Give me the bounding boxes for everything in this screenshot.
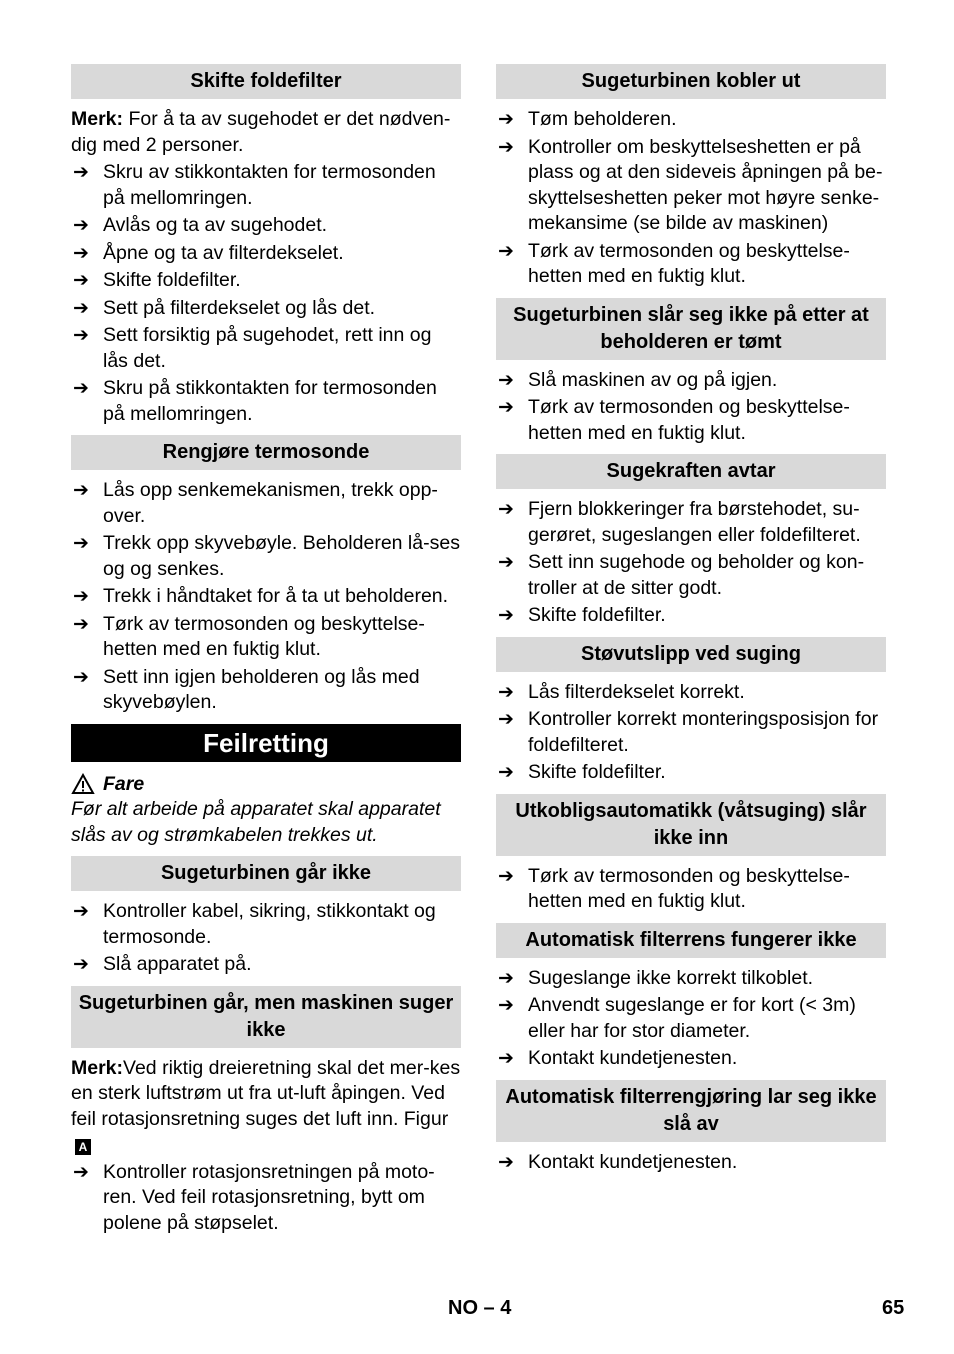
list-item <box>496 680 886 706</box>
arrow-right-icon: ➔ <box>73 270 89 291</box>
page-number: 65 <box>882 1297 905 1319</box>
list-item <box>71 296 461 322</box>
arrow-right-icon: ➔ <box>498 109 514 130</box>
arrow-right-icon: ➔ <box>73 954 89 975</box>
list-item <box>496 603 886 629</box>
warning-triangle-icon <box>71 773 95 795</box>
list-item-text: Åpne og ta av filterdekselet. <box>103 241 344 264</box>
step-list <box>496 1150 886 1176</box>
arrow-right-icon: ➔ <box>73 666 89 688</box>
warning-text: Før alt arbeide på apparatet skal apparatet slås av og strømkabelen trekkes ut. <box>71 798 441 846</box>
note-paragraph <box>71 107 461 158</box>
section-heading: Utkobligsautomatikk (våtsuging) slår ikke inn <box>496 794 886 856</box>
right-column <box>496 64 886 1183</box>
section-heading: Automatisk filterrengjøring lar seg ikke slå av <box>496 1080 886 1142</box>
arrow-right-icon: ➔ <box>498 240 514 262</box>
list-item <box>71 478 461 529</box>
step-list <box>496 497 886 629</box>
list-item-text: Lås opp senkemekanismen, trekk opp-over. <box>103 479 438 527</box>
arrow-right-icon: ➔ <box>498 1048 514 1069</box>
arrow-right-icon: ➔ <box>498 499 514 520</box>
list-item <box>71 531 461 582</box>
arrow-right-icon: ➔ <box>498 681 514 703</box>
list-item-text: Trekk opp skyvebøyle. Beholderen lå-ses og og senkes. <box>103 532 460 580</box>
arrow-right-icon: ➔ <box>73 586 89 607</box>
list-item <box>71 899 461 950</box>
list-item-text: Tørk av termosonden og beskyttelse-hetten med en fuktig klut. <box>528 396 850 444</box>
arrow-right-icon: ➔ <box>498 995 514 1016</box>
arrow-right-icon: ➔ <box>498 1151 514 1173</box>
list-item <box>496 707 886 758</box>
figure-reference: A <box>75 1139 91 1155</box>
list-item-text: Tørk av termosonden og beskyttelse-hetten med en fuktig klut. <box>103 612 425 660</box>
list-item <box>496 135 886 237</box>
list-item <box>71 268 461 294</box>
list-item <box>71 612 461 663</box>
list-item-text: Fjern blokkeringer fra børstehodet, su-gerøret, sugeslangen eller foldefilteret. <box>528 498 861 546</box>
note-paragraph <box>71 1056 461 1158</box>
list-item <box>71 241 461 267</box>
footer-section-label: NO – 4 <box>448 1297 512 1319</box>
list-item-text: Sugeslange ikke korrekt tilkoblet. <box>528 966 814 989</box>
list-item <box>496 107 886 133</box>
list-item <box>496 550 886 601</box>
arrow-right-icon: ➔ <box>498 762 514 783</box>
list-item-text: Skru på stikkontakten for termosonden på mellomringen. <box>103 377 437 425</box>
arrow-right-icon: ➔ <box>73 613 89 635</box>
list-item-text: Anvendt sugeslange er for kort (< 3m) eller har for stor diameter. <box>528 994 856 1042</box>
section-heading: Sugeturbinen slår seg ikke på etter at beholderen er tømt <box>496 298 886 360</box>
list-item-text: Skifte foldefilter. <box>528 761 666 783</box>
list-item <box>496 864 886 915</box>
section-heading: Sugeturbinen kobler ut <box>496 64 886 99</box>
arrow-right-icon: ➔ <box>498 605 514 626</box>
list-item <box>71 665 461 716</box>
section-heading: Sugeturbinen går, men maskinen suger ikke <box>71 986 461 1048</box>
arrow-right-icon: ➔ <box>73 325 89 346</box>
list-item-text: Sett inn igjen beholderen og lås med skyvebøylen. <box>103 665 420 713</box>
list-item-text: Kontakt kundetjenesten. <box>528 1150 738 1173</box>
list-item <box>496 368 886 394</box>
step-list <box>496 368 886 447</box>
list-item-text: Slå maskinen av og på igjen. <box>528 368 778 391</box>
arrow-right-icon: ➔ <box>498 865 514 887</box>
chapter-title: Feilretting <box>71 724 461 762</box>
arrow-right-icon: ➔ <box>73 162 89 183</box>
list-item <box>496 993 886 1044</box>
arrow-right-icon: ➔ <box>498 136 514 158</box>
list-item <box>71 952 461 978</box>
list-item <box>71 323 461 374</box>
list-item-text: Skifte foldefilter. <box>528 604 666 626</box>
section-heading: Sugeturbinen går ikke <box>71 856 461 891</box>
list-item <box>496 966 886 992</box>
arrow-right-icon: ➔ <box>498 967 514 989</box>
step-list <box>71 160 461 427</box>
list-item-text: Slå apparatet på. <box>103 953 252 975</box>
list-item <box>496 760 886 786</box>
note-label: Merk: <box>71 1056 124 1079</box>
arrow-right-icon: ➔ <box>73 378 89 399</box>
list-item <box>496 395 886 446</box>
list-item-text: Lås filterdekselet korrekt. <box>528 680 745 703</box>
list-item-text: Kontroller kabel, sikring, stikkontakt og termosonde. <box>103 900 436 948</box>
step-list <box>71 899 461 978</box>
arrow-right-icon: ➔ <box>498 369 514 391</box>
step-list <box>496 966 886 1072</box>
left-column <box>71 64 461 1244</box>
step-list <box>496 864 886 915</box>
section-heading: Skifte foldefilter <box>71 64 461 99</box>
arrow-right-icon: ➔ <box>73 215 89 236</box>
list-item-text: Kontroller rotasjonsretningen på moto-ren. Ved feil rotasjonsretning, bytt om polene på støpselet. <box>103 1160 435 1234</box>
arrow-right-icon: ➔ <box>73 297 89 319</box>
note-text: For å ta av sugehodet er det nødven-dig med 2 personer. <box>71 108 451 156</box>
list-item-text: Tørk av termosonden og beskyttelse-hetten med en fuktig klut. <box>528 864 850 912</box>
list-item-text: Kontakt kundetjenesten. <box>528 1047 738 1069</box>
step-list <box>496 107 886 290</box>
step-list <box>496 680 886 786</box>
list-item-text: Sett inn sugehode og beholder og kon-troller at de sitter godt. <box>528 551 865 599</box>
step-list <box>71 1160 461 1237</box>
arrow-right-icon: ➔ <box>73 901 89 922</box>
list-item-text: Tørk av termosonden og beskyttelse-hetten med en fuktig klut. <box>528 239 850 287</box>
section-heading: Sugekraften avtar <box>496 454 886 489</box>
list-item-text: Sett på filterdekselet og lås det. <box>103 296 376 319</box>
warning-label: Fare <box>103 772 145 795</box>
step-list <box>71 478 461 716</box>
arrow-right-icon: ➔ <box>498 397 514 418</box>
list-item <box>71 213 461 239</box>
list-item <box>71 376 461 427</box>
arrow-right-icon: ➔ <box>498 709 514 730</box>
list-item-text: Avlås og ta av sugehodet. <box>103 214 328 236</box>
section-heading: Støvutslipp ved suging <box>496 637 886 672</box>
list-item <box>71 160 461 211</box>
arrow-right-icon: ➔ <box>498 552 514 573</box>
note-text: Ved riktig dreieretning skal det mer-kes en sterk luftstrøm ut fra ut-luft åpingen. Ved feil rotasjonsretning suges det luft inn. Figur <box>71 1056 461 1130</box>
arrow-right-icon: ➔ <box>73 480 89 501</box>
arrow-right-icon: ➔ <box>73 242 89 264</box>
arrow-right-icon: ➔ <box>73 533 89 554</box>
arrow-right-icon: ➔ <box>73 1161 89 1183</box>
list-item <box>496 1046 886 1072</box>
list-item <box>496 497 886 548</box>
warning-heading <box>71 772 461 798</box>
list-item-text: Skifte foldefilter. <box>103 269 241 291</box>
list-item-text: Kontroller korrekt monteringsposisjon for foldefilteret. <box>528 708 879 756</box>
section-heading: Automatisk filterrens fungerer ikke <box>496 923 886 958</box>
list-item <box>496 239 886 290</box>
list-item-text: Tøm beholderen. <box>528 108 677 130</box>
list-item <box>496 1150 886 1176</box>
list-item-text: Trekk i håndtaket for å ta ut beholderen. <box>103 585 449 607</box>
note-label: Merk: <box>71 108 124 130</box>
list-item <box>71 1160 461 1237</box>
list-item-text: Kontroller om beskyttelseshetten er på plass og at den sideveis åpningen på be-skyttelseshetten peker mot høyre senke-mekansime (se bilde av maskinen) <box>528 135 883 234</box>
section-heading: Rengjøre termosonde <box>71 435 461 470</box>
list-item-text: Sett forsiktig på sugehodet, rett inn og lås det. <box>103 324 432 372</box>
list-item-text: Skru av stikkontakten for termosonden på mellomringen. <box>103 161 436 209</box>
list-item <box>71 584 461 610</box>
